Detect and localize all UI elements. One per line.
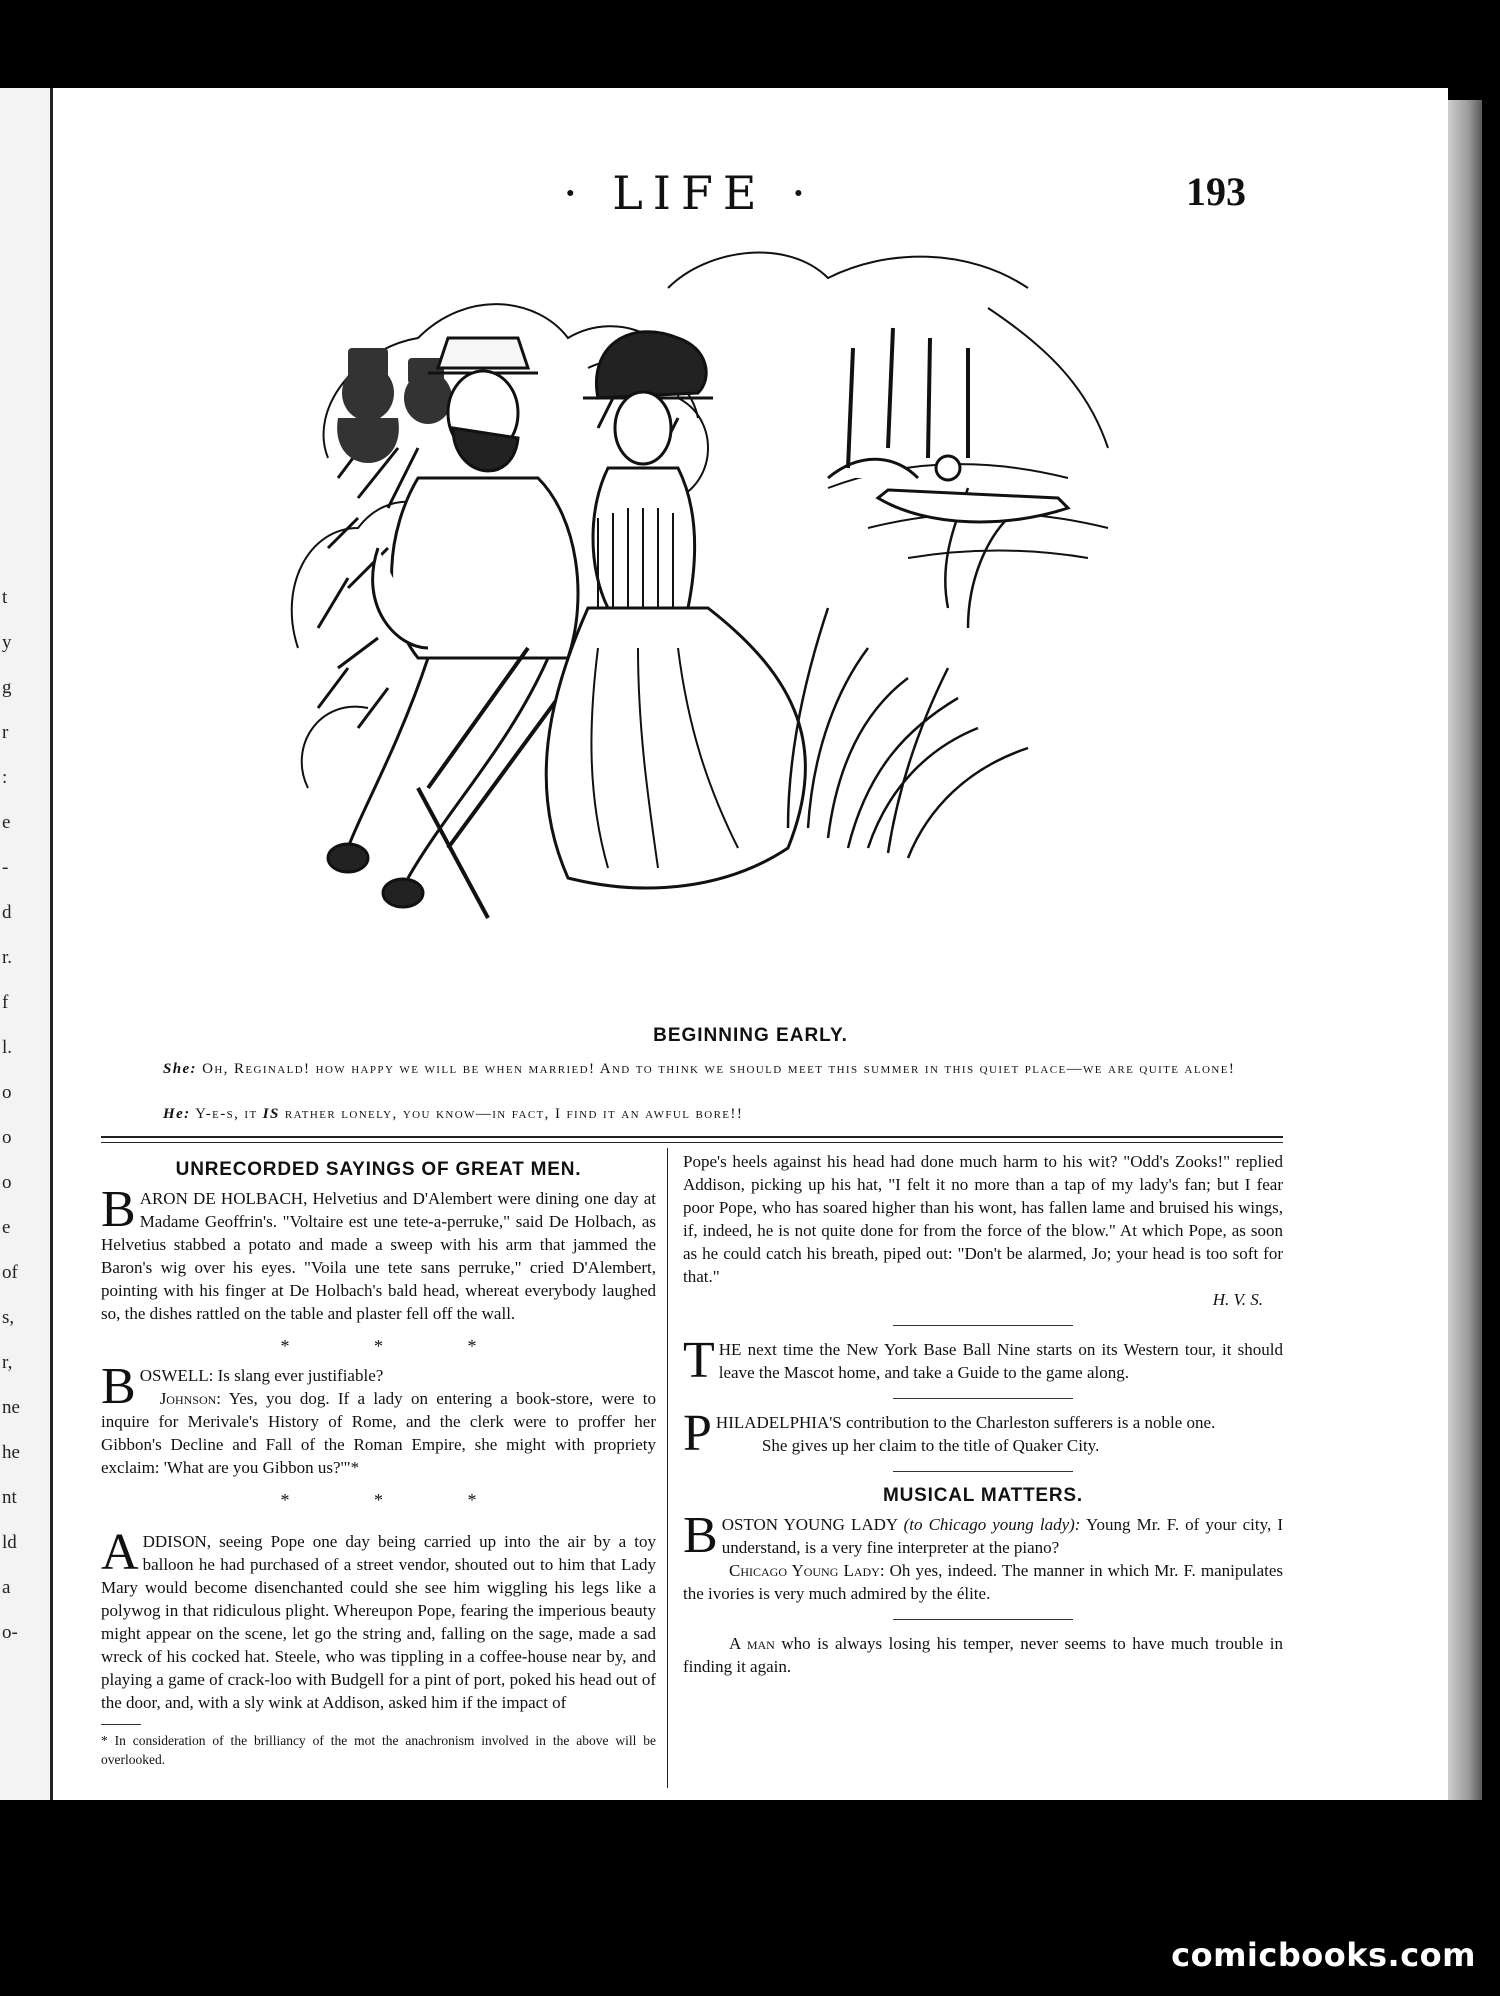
pope-continuation: Pope's heels against his head had done much harm to his wit? "Odd's Zooks!" replied Addison, picking up his hat, "I felt it no more than a tap of my lady's fan; but I fear poor Pope, who has soared higher than his wont, has fallen lame and bruised his wings, if, indeed, he is not quite done for from the force of the blow." At which Pope, as soon as he could catch his breath, piped out: "Don't be alarmed, Jo; your head is too soft for that."	[683, 1152, 1283, 1286]
masthead: · LIFE ·	[563, 166, 816, 220]
prev-page-fragment: of	[2, 1262, 18, 1283]
watermark: comicbooks.com	[1171, 1936, 1476, 1974]
column-divider	[667, 1148, 668, 1788]
boswell-text: OSWELL: Is slang ever justifiable?	[139, 1366, 384, 1385]
prev-page-fragment: t	[2, 587, 8, 608]
page-number: 193	[1186, 169, 1246, 214]
prev-page-fragment: a	[2, 1577, 11, 1598]
folding-chair	[418, 648, 558, 918]
caption-he-pre: Y-e-s, it	[195, 1106, 258, 1122]
drop-cap: P	[683, 1405, 712, 1462]
caption-he-post: rather lonely, you know—in fact, I find it an awful bore!!	[284, 1106, 744, 1122]
boston-lady-text: Young Mr. F. of your city, I understand, is a very fine interpreter at the piano?	[721, 1515, 1284, 1557]
drop-cap: T	[683, 1332, 715, 1389]
cartoon-caption-she	[135, 1058, 1295, 1080]
prev-page-fragment: o	[2, 1172, 12, 1193]
drop-cap: B	[101, 1358, 136, 1415]
chicago-lady-text: Oh yes, indeed. The manner in which Mr. F. manipulates the ivories is very much admired by the élite.	[683, 1561, 1284, 1603]
caption-she-text: Oh, Reginald! how happy we will be when married! And to think we should meet this summer in this quiet place—we are quite alone!	[202, 1061, 1236, 1077]
magazine-page	[53, 88, 1448, 1800]
prev-page-fragment: l.	[2, 1037, 13, 1058]
divider	[893, 1471, 1073, 1472]
boston-lady-speaker: OSTON YOUNG LADY	[721, 1515, 898, 1534]
prev-page-fragment: :	[2, 767, 8, 788]
addison-paragraph	[101, 1524, 656, 1714]
musical-paragraph	[683, 1507, 1284, 1564]
chicago-paragraph	[683, 1559, 1283, 1605]
article-heading-sayings: UNRECORDED SAYINGS OF GREAT MEN.	[175, 1159, 582, 1180]
background-figures	[337, 348, 452, 463]
philadelphia-text: HILADELPHIA'S contribution to the Charleston sufferers is a noble one.	[715, 1413, 1216, 1432]
reeds	[788, 488, 1028, 858]
signature: H. V. S.	[1212, 1290, 1263, 1309]
holbach-text: ARON DE HOLBACH, Helvetius and D'Alembert were dining one day at Madame Geoffrin's. "Voltaire est une tete-a-perruke," said De Holbach, as Helvetius stabbed a potato and made a sweep with his arm that jammed the Baron's wig over his eyes. "Voila une tete sans perruke," cried D'Alembert, pointing with his finger at De Holbach's bald head, whereat everybody laughed so, the dishes rattled on the table and plaster fell off the wall.	[101, 1189, 656, 1323]
double-rule-top	[101, 1136, 1283, 1138]
prev-page-fragment: he	[2, 1442, 20, 1463]
speaker-she: She:	[163, 1061, 197, 1077]
woman-figure	[546, 332, 805, 888]
prev-page-fragment: r.	[2, 947, 13, 968]
section-stars: * * *	[280, 1490, 517, 1510]
article-heading-musical: MUSICAL MATTERS.	[883, 1485, 1083, 1506]
prev-page-fragment: r,	[2, 1352, 13, 1373]
prev-page-fragment: e	[2, 812, 11, 833]
divider	[893, 1398, 1073, 1399]
holbach-paragraph	[101, 1181, 656, 1325]
caption-he-emphasis: IS	[262, 1106, 280, 1122]
johnson-text: Yes, you dog. If a lady on entering a book-store, were to inquire for Merivale's History of Rome, and the clerk were to proffer her Gibbon's Decline and Fall of the Roman Empire, she might with propriety exclaim: 'What are you Gibbon us?'"*	[101, 1389, 656, 1477]
speaker-he: He:	[163, 1106, 191, 1122]
boswell-paragraph	[101, 1358, 656, 1479]
chicago-lady-speaker: Chicago Young Lady:	[729, 1561, 885, 1580]
prev-page-fragment: ld	[2, 1532, 17, 1553]
footnote: * In consideration of the brilliancy of the mot the anachronism involved in the above will be overlooked.	[101, 1733, 656, 1767]
prev-page-fragment: g	[2, 677, 12, 698]
prev-page-fragment: d	[2, 902, 12, 923]
prev-page-fragment: o	[2, 1082, 12, 1103]
cartoon-title: BEGINNING EARLY.	[653, 1025, 848, 1046]
prev-page-fragment: e	[2, 1217, 11, 1238]
prev-page-fragment: f	[2, 992, 9, 1013]
baseball-paragraph	[683, 1332, 1283, 1389]
double-rule-bottom	[101, 1142, 1283, 1143]
prev-page-fragment: y	[2, 632, 12, 653]
section-stars: * * *	[280, 1336, 517, 1356]
rowboat	[828, 456, 1068, 522]
trees	[668, 253, 1108, 468]
drop-cap: B	[101, 1181, 136, 1238]
prev-page-fragment: o-	[2, 1622, 18, 1643]
cartoon-illustration	[268, 228, 1268, 1018]
previous-page-edge	[0, 88, 53, 1800]
drop-cap: B	[683, 1507, 718, 1564]
right-column	[683, 1150, 1283, 1678]
prev-page-fragment: o	[2, 1127, 12, 1148]
prev-page-fragment: r	[2, 722, 9, 743]
drop-cap: A	[101, 1524, 139, 1581]
temper-lead: A man	[729, 1634, 775, 1653]
temper-paragraph	[683, 1632, 1283, 1678]
footnote-rule	[101, 1724, 141, 1725]
divider	[893, 1325, 1073, 1326]
addison-text: DDISON, seeing Pope one day being carried up into the air by a toy balloon he had purchased of a street vendor, shouted out to him that Lady Mary would become disenchanted could she see him wiggling his legs like a polywog in that ridiculous plight. Whereupon Pope, fearing the imperious beauty might appear on the scene, let go the string and, falling on the sage, made a sad wreck of his cocked hat. Steele, who was tippling in a coffee-house near by, and playing a game of crack-loo with Budgell for a pint of port, poked his head out of the door, and, with a sly wink at Addison, asked him if the impact of	[101, 1532, 656, 1712]
baseball-text: HE next time the New York Base Ball Nine starts on its Western tour, it should leave the Mascot home, and take a Guide to the game along.	[718, 1340, 1283, 1382]
cartoon-caption-he	[135, 1103, 1295, 1125]
stage-direction: (to Chicago young lady):	[903, 1515, 1081, 1534]
philadelphia-punchline: She gives up her claim to the title of Quaker City.	[761, 1436, 1100, 1455]
divider	[893, 1619, 1073, 1620]
prev-page-fragment: nt	[2, 1487, 17, 1508]
page-edge	[1448, 100, 1482, 1800]
johnson-speaker: Johnson:	[159, 1389, 222, 1408]
left-column	[101, 1158, 656, 1769]
prev-page-fragment: s,	[2, 1307, 15, 1328]
prev-page-fragment: ne	[2, 1397, 20, 1418]
prev-page-fragment: -	[2, 857, 9, 878]
temper-text: who is always losing his temper, never seems to have much trouble in finding it again.	[683, 1634, 1284, 1676]
